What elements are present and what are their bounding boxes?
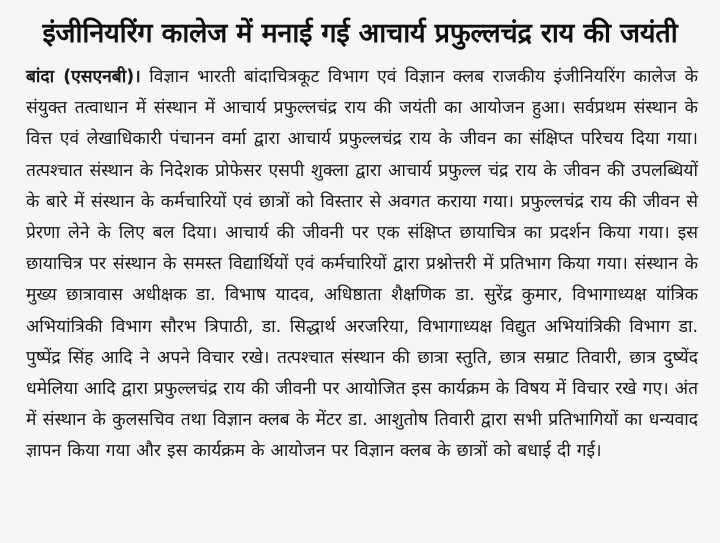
article-headline: इंजीनियरिंग कालेज में मनाई गई आचार्य प्रफुल्लचंद्र राय की जयंती: [42, 18, 678, 49]
cropped-text-bottom: [0, 535, 720, 543]
article-body-text: विज्ञान भारती बांदाचित्रकूट विभाग एवं विज्ञान क्लब राजकीय इंजीनियरिंग कालेज के संयुक्त तत्वाधान में संस्थान में आचार्य प्रफुल्लचंद्र राय की जयंती का आयोजन हुआ। सर्वप्रथम संस्थान के वित्त एवं लेखाधिकारी पंचानन वर्मा द्वारा आचार्य प्रफुल्लचंद्र राय के जीवन का संक्षिप्त परिचय दिया गया। तत्पश्चात संस्थान के निदेशक प्रोफेसर एसपी शुक्ला द्वारा आचार्य प्रफुल्ल चंद्र राय के जीवन की उपलब्धियों के बारे में संस्थान के कर्मचारियों एवं छात्रों को विस्तार से अवगत कराया गया। प्रफुल्लचंद्र राय की जीवन से प्रेरणा लेने के लिए बल दिया। आचार्य की जीवनी पर एक संक्षिप्त छायाचित्र का प्रदर्शन किया गया। इस छायाचित्र पर संस्थान के समस्त विद्यार्थियों एवं कर्मचारियों द्वारा प्रश्नोत्तरी में प्रतिभाग किया गया। संस्थान के मुख्य छात्रावास अधीक्षक डा. विभाष यादव, अधिष्ठाता शैक्षणिक डा. सुरेंद्र कुमार, विभागाध्यक्ष यांत्रिक अभियांत्रिकी विभाग सौरभ त्रिपाठी, डा. सिद्धार्थ अरजरिया, विभागाध्यक्ष विद्युत अभियांत्रिकी विभाग डा. पुष्पेंद्र सिंह आदि ने अपने विचार रखे। तत्पश्चात संस्थान की छात्रा स्तुति, छात्र सम्राट तिवारी, छात्र दुष्येंद धमेलिया आदि द्वारा प्रफुल्लचंद्र राय की जीवनी पर आयोजित इस कार्यक्रम के विषय में विचार रखे गए। अंत में संस्थान के कुलसचिव तथा विज्ञान क्लब के मेंटर डा. आशुतोष तिवारी द्वारा सभी प्रतिभागियों का धन्यवाद ज्ञापन किया गया और इस कार्यक्रम के आयोजन पर विज्ञान क्लब के छात्रों को बधाई दी गई।: [26, 67, 699, 462]
article-body: [26, 62, 698, 468]
cropped-text-top: [0, 0, 720, 5]
article-dateline: बांदा (एसएनबी)।: [26, 67, 141, 87]
